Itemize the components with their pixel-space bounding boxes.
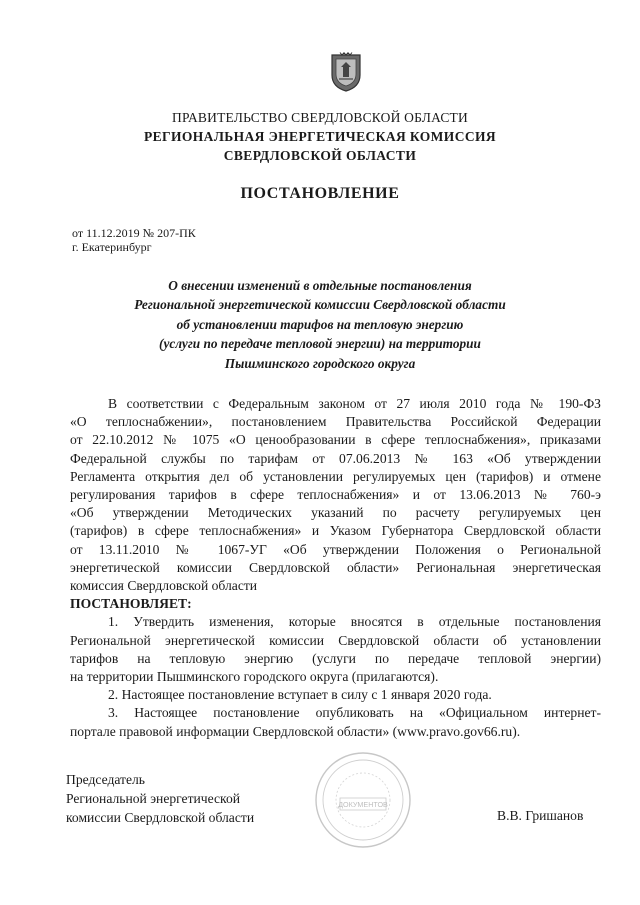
item-1-line: на территории Пышминского городского округа (прилагаются).	[70, 669, 439, 685]
subject-line: об установлении тарифов на тепловую энергию	[176, 316, 464, 332]
coat-of-arms-icon	[329, 52, 363, 92]
subject-line: Пышминского городского округа	[224, 355, 416, 371]
document-type: ПОСТАНОВЛЕНИЕ	[240, 185, 400, 202]
subject-line: О внесении изменений в отдельные постановления	[168, 278, 472, 293]
government-name: ПРАВИТЕЛЬСТВО СВЕРДЛОВСКОЙ ОБЛАСТИ	[172, 110, 468, 125]
signatory-position	[66, 770, 254, 827]
resolves-heading: ПОСТАНОВЛЯЕТ:	[70, 596, 192, 612]
preamble-line: от 13.11.2010 № 1067-УГ «Об утверждении Положения о Региональной	[70, 541, 601, 557]
preamble-line: от 22.10.2012 № 1075 «О ценообразовании в сфере теплоснабжения», приказами	[70, 432, 601, 448]
subject-line: Региональной энергетической комиссии Свердловской области	[134, 297, 506, 313]
document-city: г. Екатеринбург	[72, 240, 152, 254]
preamble-line: энергетической комиссии Свердловской области» Региональная энергетическая	[70, 559, 601, 575]
preamble-line: Федеральной службы по тарифам от 07.06.2013 № 163 «Об утверждении	[70, 450, 601, 466]
item-3-line: портале правовой информации Свердловской области» (www.pravo.gov66.ru).	[70, 723, 521, 739]
document-date-number: от 11.12.2019 № 207-ПК	[72, 226, 196, 240]
commission-name: РЕГИОНАЛЬНАЯ ЭНЕРГЕТИЧЕСКАЯ КОМИССИЯ	[143, 129, 497, 144]
region-name: СВЕРДЛОВСКОЙ ОБЛАСТИ	[223, 148, 417, 163]
position-line: Региональной энергетической	[66, 791, 241, 806]
official-seal	[313, 750, 413, 850]
preamble-line: Регламента открытия дел об установлении регулируемых цен (тарифов) и отмене	[70, 468, 601, 484]
item-2-line: 2. Настоящее постановление вступает в силу с 1 января 2020 года.	[108, 687, 492, 703]
preamble-line: В соответствии с Федеральным законом от 27 июля 2010 года № 190-ФЗ	[108, 396, 601, 411]
preamble-line: комиссия Свердловской области	[70, 578, 258, 594]
item-1-line: тарифов на тепловую энергию (услуги по передаче тепловой энергии)	[70, 650, 601, 666]
seal-text: ДОКУМЕНТОВ	[338, 800, 388, 809]
position-line: комиссии Свердловской области	[66, 810, 255, 825]
subject-line: (услуги по передаче тепловой энергии) на территории	[159, 336, 481, 352]
document-subject	[80, 276, 560, 373]
preamble-line: «О теплоснабжении», постановлением Правительства Российской Федерации	[70, 414, 601, 430]
preamble-line: регулирования тарифов в сфере теплоснабжения» и от 13.06.2013 № 760-э	[70, 487, 601, 503]
item-3-line: 3. Настоящее постановление опубликовать на «Официальном интернет-	[108, 705, 601, 721]
item-1-line: 1. Утвердить изменения, которые вносятся в отдельные постановления	[108, 614, 601, 630]
signatory-name: В.В. Гришанов	[497, 808, 584, 823]
preamble-line: (тарифов) в сфере теплоснабжения» и Указом Губернатора Свердловской области	[70, 523, 601, 539]
preamble-line: «Об утверждении Методических указаний по расчету регулируемых цен	[70, 505, 601, 521]
item-1-line: Региональной энергетической комиссии Свердловской области об установлении	[70, 632, 601, 648]
document-body	[70, 395, 601, 741]
position-line: Председатель	[66, 772, 145, 787]
